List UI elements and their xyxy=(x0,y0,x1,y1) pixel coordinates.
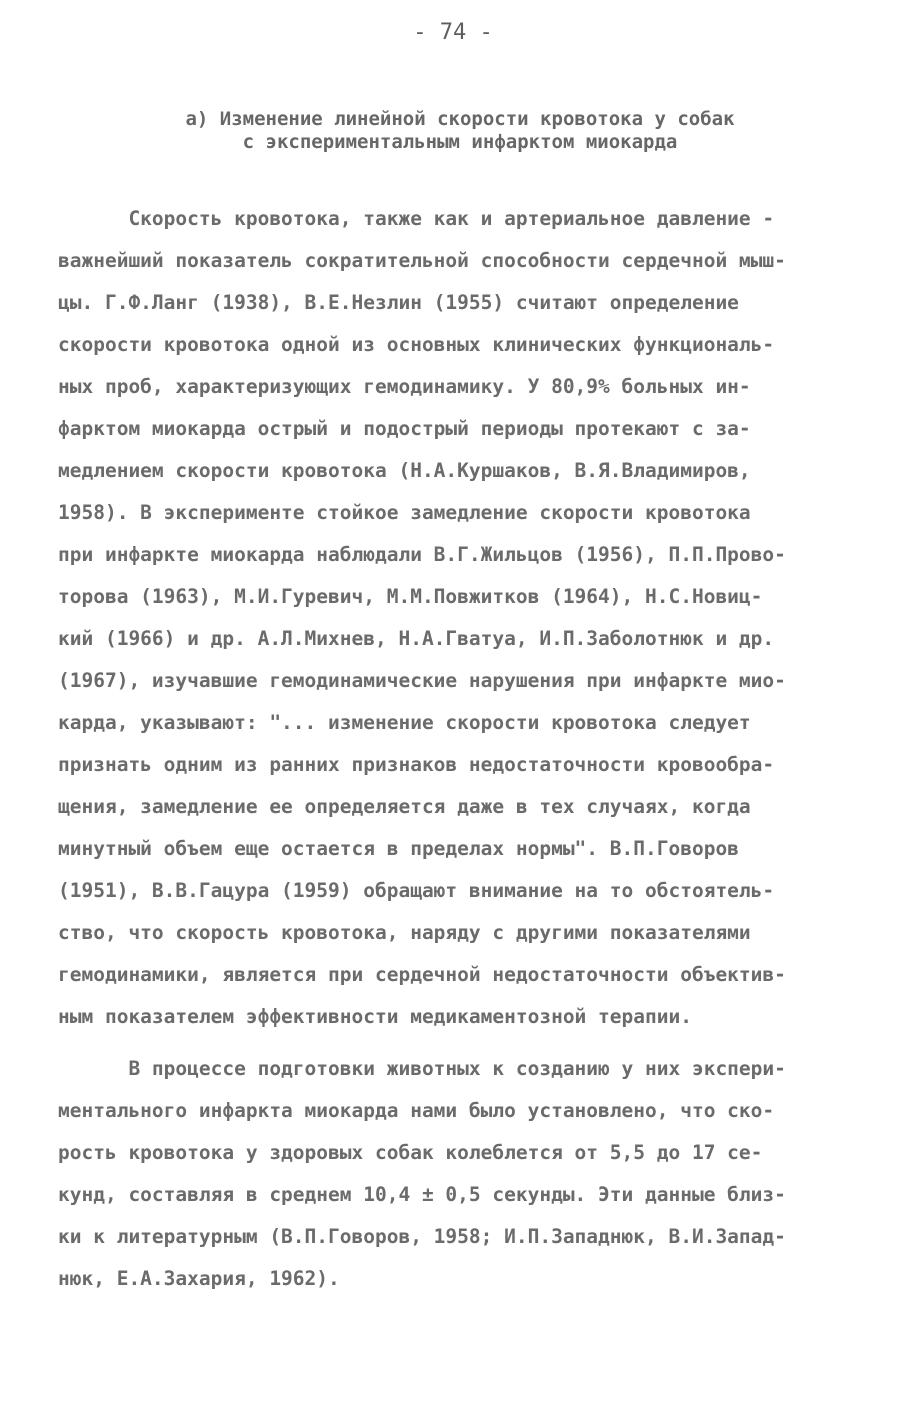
paragraph xyxy=(58,1048,858,1300)
text-line: медлением скорости кровотока (Н.А.Куршаков, В.Я.Владимиров, xyxy=(58,459,751,482)
text-line: 1958). В эксперименте стойкое замедление скорости кровотока xyxy=(58,501,751,524)
text-line: кий (1966) и др. А.Л.Михнев, Н.А.Гватуа, И.П.Заболотнюк и др. xyxy=(58,627,775,650)
body-text xyxy=(58,198,858,1300)
text-line: нюк, Е.А.Захария, 1962). xyxy=(58,1267,340,1290)
text-line: при инфаркте миокарда наблюдали В.Г.Жильцов (1956), П.П.Прово- xyxy=(58,543,786,566)
heading-line-2: с экспериментальным инфарктом миокарда xyxy=(242,131,678,153)
text-line: важнейший показатель сократительной способности сердечной мыш- xyxy=(58,249,786,272)
page-number: - 74 - xyxy=(413,20,493,45)
text-line: торова (1963), М.И.Гуревич, М.М.Повжитков (1964), Н.С.Новиц- xyxy=(58,585,763,608)
section-heading xyxy=(60,108,860,154)
text-line: ство, что скорость кровотока, наряду с другими показателями xyxy=(58,921,751,944)
text-line: минутный объем еще остается в пределах нормы". В.П.Говоров xyxy=(58,837,739,860)
text-line: кунд, составляя в среднем 10,4 ± 0,5 секунды. Эти данные близ- xyxy=(58,1183,786,1206)
paragraph-gap xyxy=(58,1038,858,1048)
text-line: Скорость кровотока, также как и артериальное давление - xyxy=(58,207,775,230)
text-line: щения, замедление ее определяется даже в тех случаях, когда xyxy=(58,795,751,818)
text-line: цы. Г.Ф.Ланг (1938), В.Е.Незлин (1955) считают определение xyxy=(58,291,739,314)
text-line: рость кровотока у здоровых собак колеблется от 5,5 до 17 се- xyxy=(58,1141,763,1164)
text-line: ным показателем эффективности медикаментозной терапии. xyxy=(58,1005,692,1028)
text-line: (1967), изучавшие гемодинамические нарушения при инфаркте мио- xyxy=(58,669,786,692)
heading-line-1: а) Изменение линейной скорости кровотока у собак xyxy=(185,108,735,130)
text-line: фарктом миокарда острый и подострый периоды протекают с за- xyxy=(58,417,751,440)
text-line: ных проб, характеризующих гемодинамику. У 80,9% больных ин- xyxy=(58,375,751,398)
text-line: ки к литературным (В.П.Говоров, 1958; И.П.Западнюк, В.И.Запад- xyxy=(58,1225,786,1248)
text-line: признать одним из ранних признаков недостаточности кровообра- xyxy=(58,753,775,776)
paragraph xyxy=(58,198,858,1038)
text-line: гемодинамики, является при сердечной недостаточности объектив- xyxy=(58,963,786,986)
text-line: В процессе подготовки животных к созданию у них экспери- xyxy=(58,1057,786,1080)
text-line: скорости кровотока одной из основных клинических функциональ- xyxy=(58,333,775,356)
text-line: (1951), В.В.Гацура (1959) обращают внимание на то обстоятель- xyxy=(58,879,775,902)
text-line: ментального инфаркта миокарда нами было установлено, что ско- xyxy=(58,1099,775,1122)
text-line: карда, указывают: "... изменение скорости кровотока следует xyxy=(58,711,751,734)
